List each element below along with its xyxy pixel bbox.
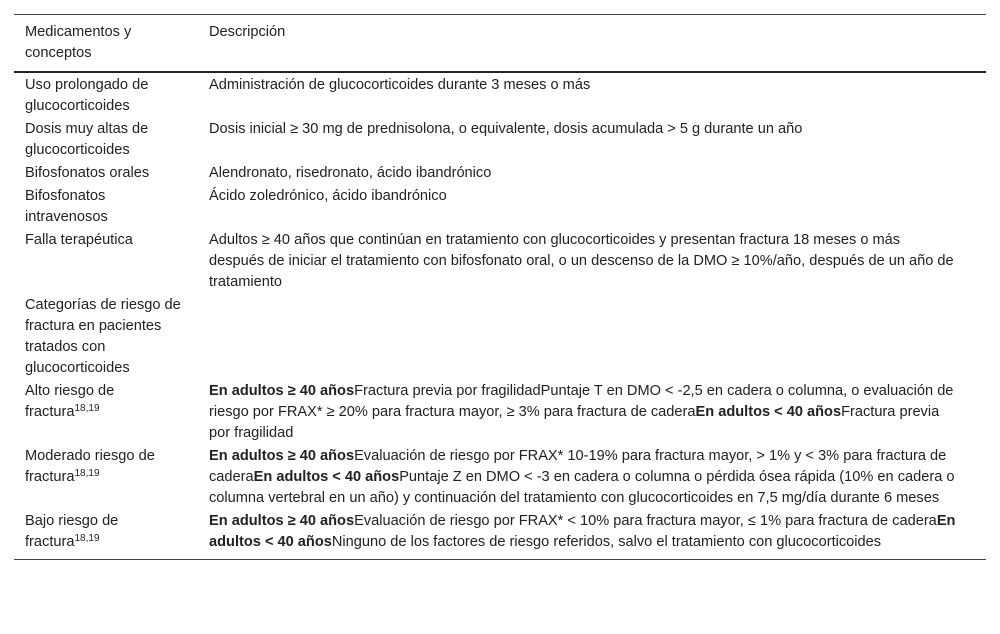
row-description — [198, 294, 986, 380]
table-row — [14, 294, 986, 380]
criteria-text: Evaluación de riesgo por FRAX* 10-19% para fractura mayor, > 1% y < 3% para fractura de cadera — [209, 448, 947, 485]
age-group-label: En adultos ≥ 40 años — [209, 448, 355, 464]
table-row — [14, 118, 986, 162]
table-row-moderate-risk — [14, 445, 986, 510]
table-row — [14, 162, 986, 185]
row-description: Administración de glucocorticoides durante 3 meses o más — [209, 77, 591, 93]
row-description: Adultos ≥ 40 años que continúan en tratamiento con glucocorticoides y presentan fractura 18 meses o más después de iniciar el tratamiento con bifosfonato oral, o un descenso de la DMO ≥ 10%/año, después de un año de tratamiento — [209, 232, 954, 290]
criteria-text: Fractura previa por fragilidadPuntaje T en DMO < -2,5 en cadera o columna, o evaluación de riesgo por FRAX* ≥ 20% para fractura mayor, ≥ 3% para fractura de cadera — [209, 383, 954, 420]
risk-term-label: Alto riesgo de fractura — [25, 383, 115, 420]
age-group-label: En adultos < 40 años — [209, 513, 956, 550]
reference-superscript: 18,19 — [74, 403, 100, 414]
row-term — [14, 445, 198, 510]
age-group-label: En adultos < 40 años — [253, 469, 400, 485]
criteria-text: Fractura previa por fragilidad — [209, 404, 940, 441]
criteria-text: Evaluación de riesgo por FRAX* < 10% para fractura mayor, ≤ 1% para fractura de cadera — [354, 513, 937, 529]
risk-term-label: Moderado riesgo de fractura — [25, 448, 155, 485]
section-heading-risk-categories: Categorías de riesgo de fractura en pacientes tratados con glucocorticoides — [25, 297, 181, 376]
table-container — [14, 14, 986, 560]
header-concepts: Medicamentos y conceptos — [25, 24, 132, 61]
criteria-text: Puntaje Z en DMO < -3 en cadera o columna o pérdida ósea rápida (10% en cadera o columna vertebral en un año) y continuación del tratamiento con glucocorticoides en 7,5 mg/día durante 6 meses — [209, 469, 955, 506]
header-description: Descripción — [209, 24, 286, 40]
row-description — [198, 510, 986, 560]
definitions-table — [14, 14, 986, 560]
row-term: Dosis muy altas de glucocorticoides — [25, 121, 149, 158]
row-term — [14, 510, 198, 560]
table-row — [14, 229, 986, 294]
row-description — [198, 380, 986, 445]
row-description: Alendronato, risedronato, ácido ibandrónico — [209, 165, 492, 181]
age-group-label: En adultos < 40 años — [695, 404, 842, 420]
table-row — [14, 185, 986, 229]
row-term: Uso prolongado de glucocorticoides — [25, 77, 149, 114]
row-term — [14, 380, 198, 445]
row-description — [198, 445, 986, 510]
age-group-label: En adultos ≥ 40 años — [209, 383, 355, 399]
row-description: Ácido zoledrónico, ácido ibandrónico — [209, 188, 447, 204]
risk-term-label: Bajo riesgo de fractura — [25, 513, 119, 550]
table-row-high-risk — [14, 380, 986, 445]
reference-superscript: 18,19 — [74, 468, 100, 479]
row-term: Bifosfonatos intravenosos — [25, 188, 108, 225]
table-row-low-risk — [14, 510, 986, 560]
row-term: Falla terapéutica — [25, 232, 133, 248]
age-group-label: En adultos ≥ 40 años — [209, 513, 355, 529]
row-description: Dosis inicial ≥ 30 mg de prednisolona, o equivalente, dosis acumulada > 5 g durante un año — [209, 121, 803, 137]
table-row — [14, 72, 986, 118]
row-term: Bifosfonatos orales — [25, 165, 150, 181]
table-header-row — [14, 15, 986, 73]
criteria-text: Ninguno de los factores de riesgo referidos, salvo el tratamiento con glucocorticoides — [331, 534, 882, 550]
reference-superscript: 18,19 — [74, 533, 100, 544]
